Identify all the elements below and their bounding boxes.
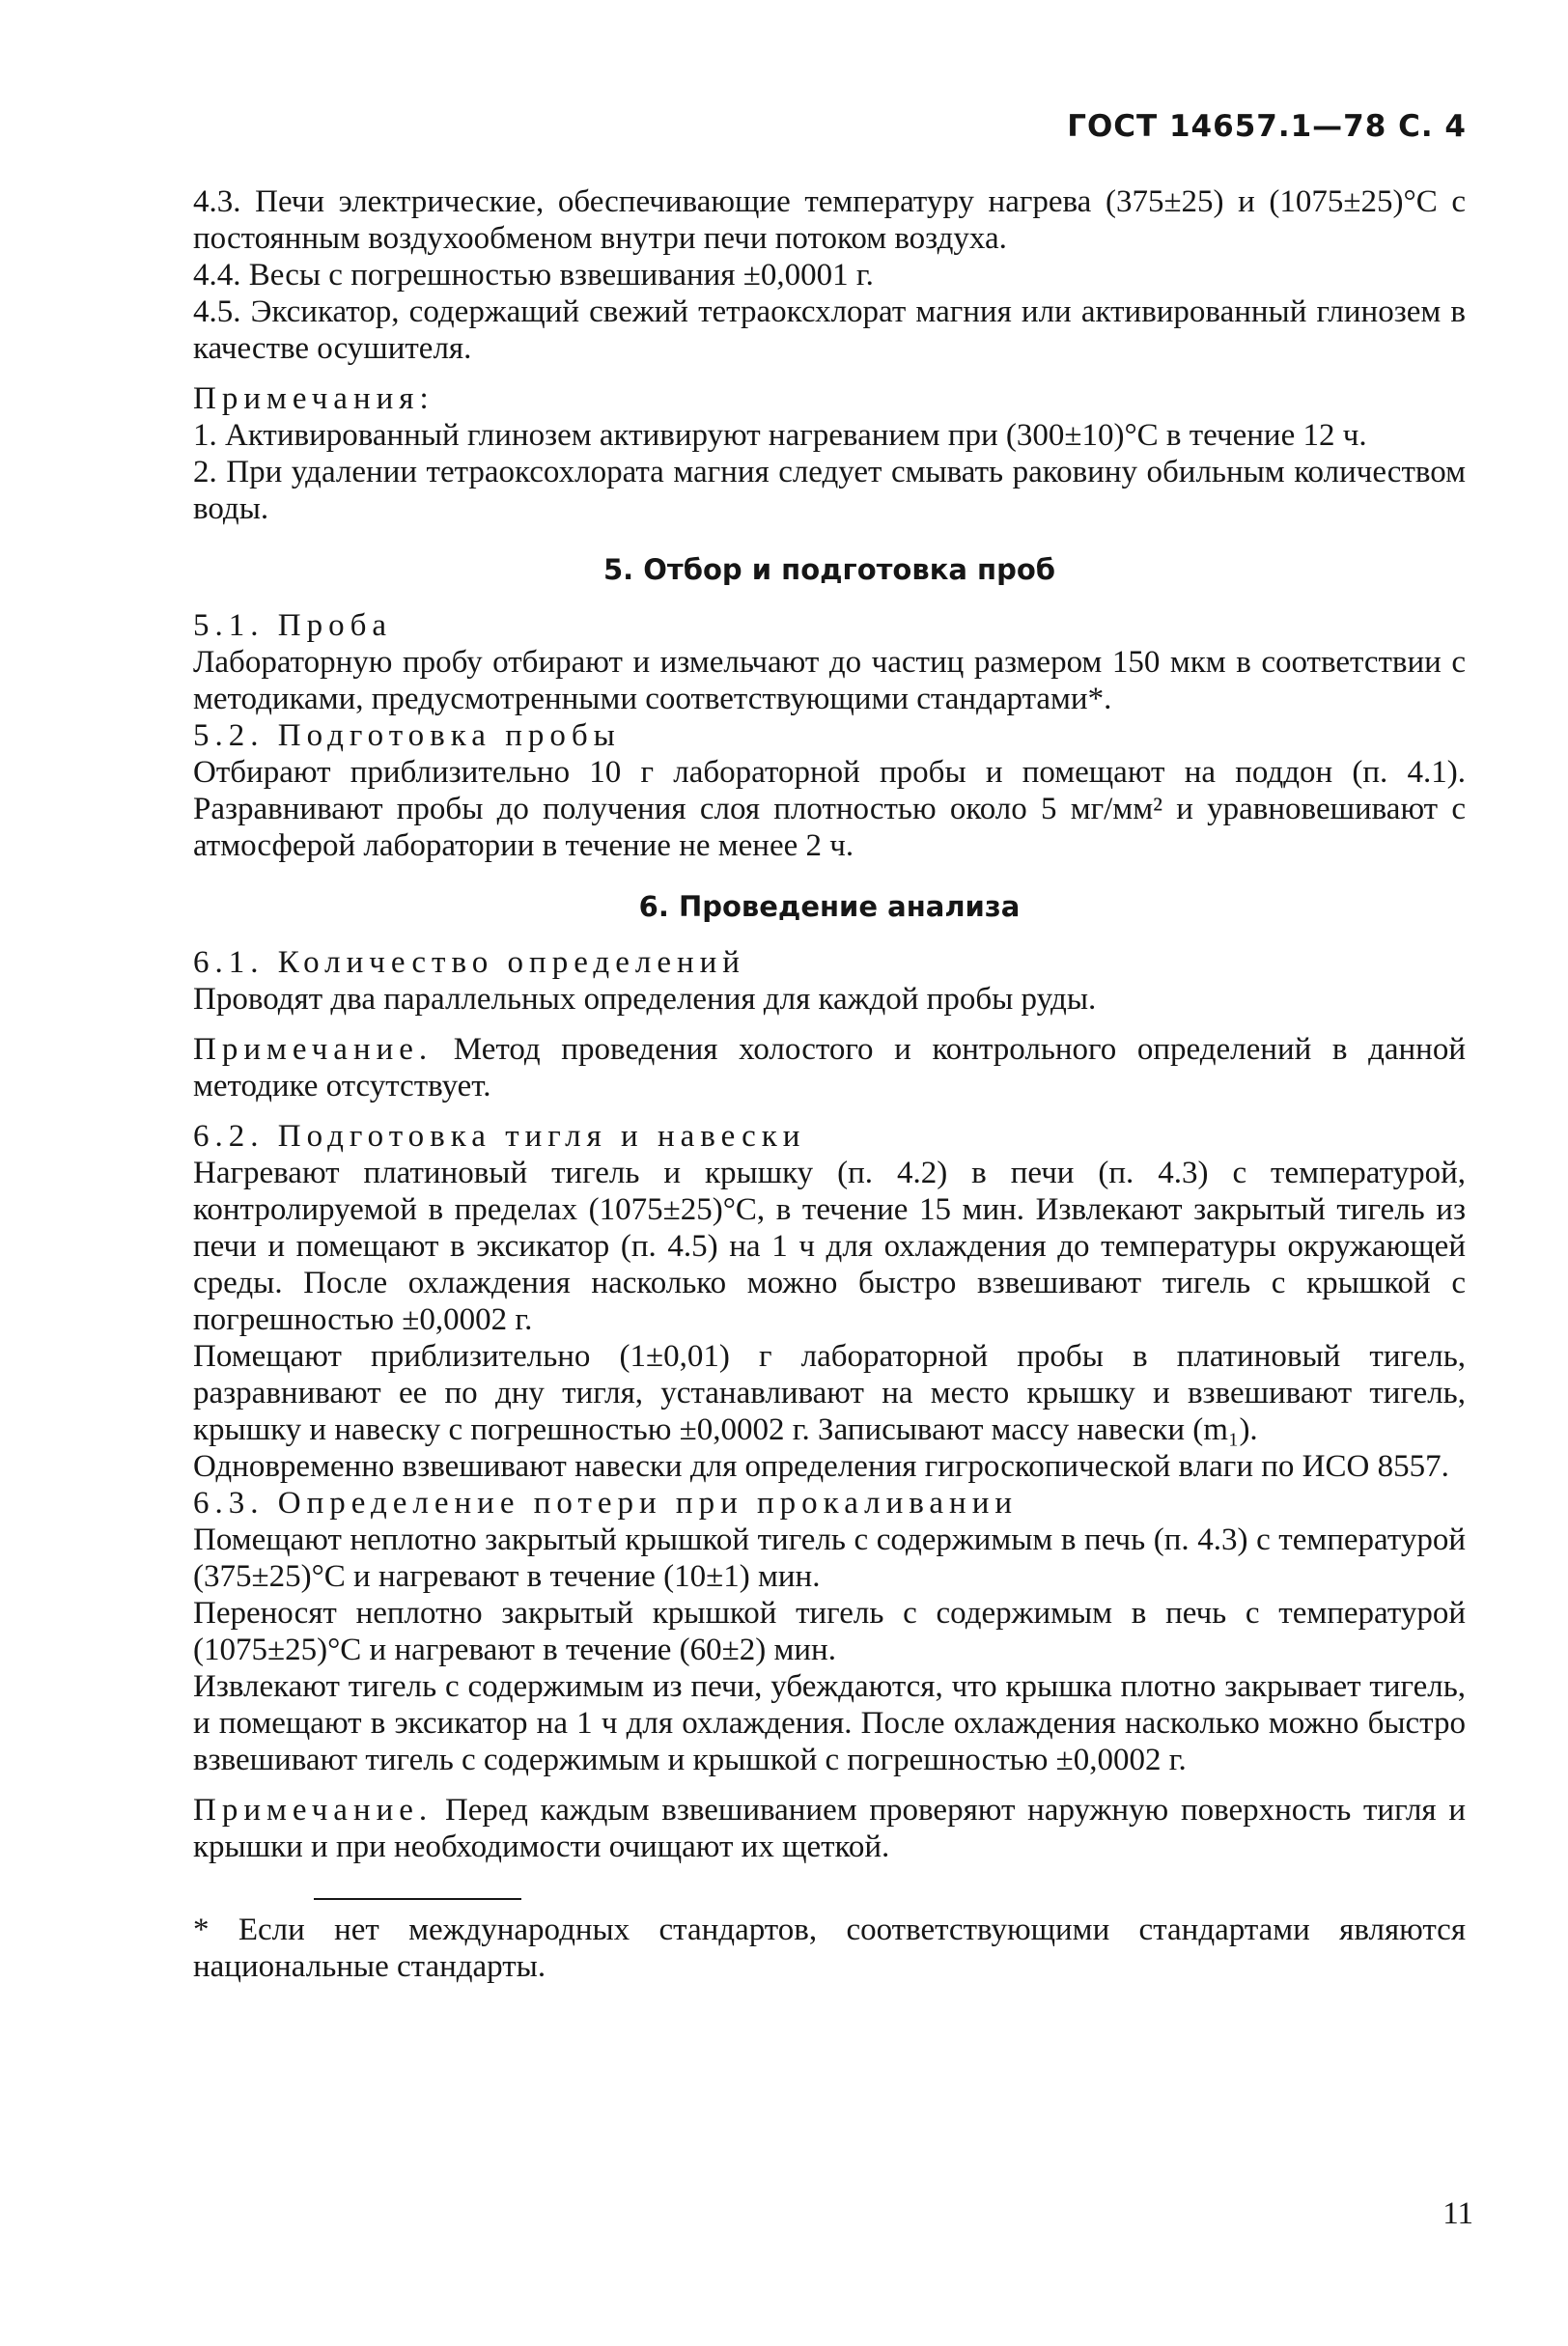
subsection-6-3-title: 6.3. Определение потери при прокаливании	[193, 1486, 1019, 1521]
footnote-separator	[314, 1898, 521, 1900]
paragraph-6-3-c: Извлекают тигель с содержимым из печи, убеждаются, что крышка плотно закрывает тигель, и помещают в эксикатор на 1 ч для охлаждения. После охлаждения насколько можно быстро взвешивают тигель с содержимым и крышкой с погрешностью ±0,0002 г.	[193, 1669, 1466, 1777]
page-header: ГОСТ 14657.1—78 С. 4	[1067, 109, 1467, 144]
paragraph-6-3-b: Переносят неплотно закрытый крышкой тигель с содержимым в печь с температурой (1075±25)°С и нагревают в течение (60±2) мин.	[193, 1596, 1466, 1667]
section-6-heading: 6. Проведение анализа	[638, 890, 1021, 923]
subsection-6-2-title: 6.2. Подготовка тигля и навески	[193, 1119, 806, 1154]
subsection-6-1-title: 6.1. Количество определений	[193, 945, 745, 980]
paragraph-6-2-c: Одновременно взвешивают навески для определения гигроскопической влаги по ИСО 8557.	[193, 1449, 1449, 1484]
note-6-1-text: Метод проведения холостого и контрольного определений в данной методике отсутствует.	[193, 1032, 1466, 1103]
paragraph-6-2-b: Помещают приблизительно (1±0,01) г лабораторной пробы в платиновый тигель, разравнивают ее по дну тигля, устанавливают на место крышку и взвешивают тигель, крышку и навеску с погрешностью ±0,0002 г. Записывают массу навески (m₁).	[193, 1339, 1466, 1447]
footnote: * Если нет международных стандартов, соответствующими стандартами являются национальные стандарты.	[193, 1913, 1466, 1984]
paragraph-6-3-a: Помещают неплотно закрытый крышкой тигель с содержимым в печь (п. 4.3) с температурой (375±25)°С и нагревают в течение (10±1) мин.	[193, 1522, 1466, 1594]
page-number: 11	[1442, 2196, 1473, 2231]
paragraph-6-1: Проводят два параллельных определения для каждой пробы руды.	[193, 982, 1097, 1017]
note-6-3	[193, 1792, 1466, 1865]
paragraph-6-2-a: Нагревают платиновый тигель и крышку (п. 4.2) в печи (п. 4.3) с температурой, контролируемой в пределах (1075±25)°С, в течение 15 мин. Извлекают закрытый тигель из печи и помещают в эксикатор (п. 4.5) на 1 ч для охлаждения до температуры окружающей среды. После охлаждения насколько можно быстро взвешивают тигель с крышкой с погрешностью ±0,0002 г.	[193, 1156, 1466, 1337]
paragraph-4-4: 4.4. Весы с погрешностью взвешивания ±0,0001 г.	[193, 258, 874, 293]
paragraph-4-3: 4.3. Печи электрические, обеспечивающие температуру нагрева (375±25) и (1075±25)°С с постоянным воздухообменом внутри печи потоком воздуха.	[193, 184, 1466, 256]
subsection-5-2-title: 5.2. Подготовка пробы	[193, 718, 621, 753]
section-5-heading: 5. Отбор и подготовка проб	[602, 553, 1056, 586]
paragraph-5-2: Отбирают приблизительно 10 г лабораторной пробы и помещают на поддон (п. 4.1). Разравнивают пробы до получения слоя плотностью около 5 мг/мм² и уравновешивают с атмосферой лаборатории в течение не менее 2 ч.	[193, 755, 1466, 863]
note-6-3-label: Примечание.	[193, 1793, 434, 1828]
note-6-1	[193, 1031, 1466, 1104]
page-body	[193, 183, 1466, 1985]
paragraph-5-1: Лабораторную пробу отбирают и измельчают до частиц размером 150 мкм в соответствии с методиками, предусмотренными соответствующими стандартами*.	[193, 645, 1466, 716]
note-1: 1. Активированный глинозем активируют нагреванием при (300±10)°С в течение 12 ч.	[193, 418, 1367, 453]
paragraph-4-5: 4.5. Эксикатор, содержащий свежий тетраоксхлорат магния или активированный глинозем в качестве осушителя.	[193, 294, 1466, 366]
note-6-1-label: Примечание.	[193, 1032, 434, 1067]
subsection-5-1-title: 5.1. Проба	[193, 608, 393, 643]
note-6-3-text: Перед каждым взвешиванием проверяют наружную поверхность тигля и крышки и при необходимости очищают их щеткой.	[193, 1793, 1467, 1864]
note-2: 2. При удалении тетраоксохлората магния следует смывать раковину обильным количеством воды.	[193, 455, 1466, 526]
notes-title: Примечания:	[193, 381, 434, 416]
